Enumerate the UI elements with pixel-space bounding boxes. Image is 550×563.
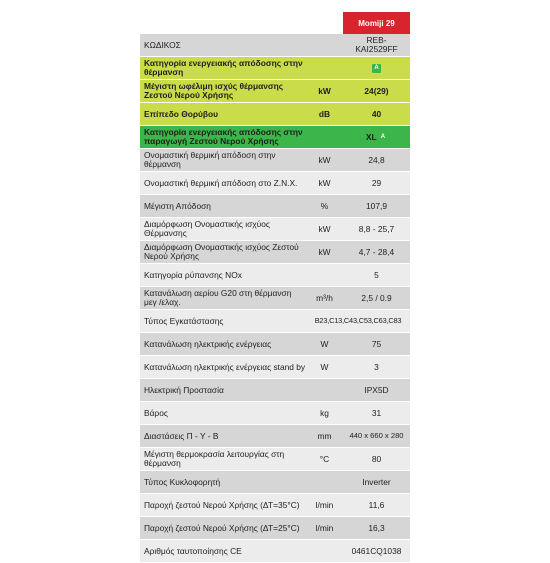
spec-value: Inverter (362, 476, 391, 487)
spec-value: 4,7 - 28,4 (358, 246, 395, 257)
spec-row (140, 241, 410, 264)
energy-class-badge: A (374, 64, 379, 71)
spec-unit: kW (318, 177, 331, 188)
spec-row (140, 402, 410, 425)
spec-label: Διαμόρφωση Ονομαστικής ισχύος Ζεστού Νερού Χρήσης (144, 242, 299, 261)
spec-value: 40 (371, 108, 382, 119)
spec-label: Κατηγορία ενεργειακής απόδοσης στην παραγωγή Ζεστού Νερού Χρήσης (144, 127, 303, 146)
spec-value (343, 63, 410, 72)
spec-value: 5 (374, 269, 379, 280)
spec-unit: W (320, 338, 329, 349)
energy-class-badge: A (380, 133, 386, 140)
xl-label: XL (365, 131, 377, 142)
spec-label: Διαστάσεις Π - Υ - Β (144, 430, 219, 441)
spec-value: 0461CQ1038 (351, 545, 402, 556)
spec-row (140, 540, 410, 563)
spec-row (140, 471, 410, 494)
spec-rows (140, 34, 410, 563)
spec-label: Παροχή ζεστού Νερού Χρήσης (ΔΤ=35°C) (144, 499, 300, 510)
spec-unit: l/min (315, 522, 334, 533)
spec-table (140, 12, 410, 563)
spec-label: Ονομαστική θερμική απόδοση στην θέρμανση (144, 150, 276, 169)
spec-unit: dB (318, 108, 331, 119)
spec-value: 80 (371, 453, 382, 464)
spec-value: B23,C13,C43,C53,C63,C83 (314, 316, 402, 326)
spec-label: Αριθμός ταυτοποίησης CE (144, 545, 242, 556)
spec-row (140, 172, 410, 195)
spec-label: Μέγιστη θερμοκρασία λειτουργίας στη θέρμανση (144, 449, 285, 468)
spec-unit: kW (318, 223, 331, 234)
spec-value: 440 x 660 x 280 (349, 431, 404, 441)
spec-unit: kg (320, 407, 329, 418)
spec-value: 31 (371, 407, 382, 418)
spec-value: 2,5 / 0.9 (361, 292, 392, 303)
spec-unit: W (320, 361, 329, 372)
spec-unit: kW (318, 85, 331, 96)
spec-value: 16,3 (368, 522, 385, 533)
spec-row (140, 356, 410, 379)
spec-value: REB- KAI2529FF (355, 35, 398, 54)
spec-unit: l/min (315, 499, 334, 510)
spec-row (140, 57, 410, 80)
spec-row (140, 149, 410, 172)
spec-row (140, 517, 410, 540)
spec-row (140, 218, 410, 241)
spec-label: ΚΩΔΙΚΟΣ (144, 39, 181, 50)
spec-value: 24(29) (364, 85, 389, 96)
spec-unit: % (320, 200, 329, 211)
spec-label: Κατηγορία ρύπανσης NOx (144, 269, 242, 280)
spec-row (140, 425, 410, 448)
spec-value: IPX5D (364, 384, 389, 395)
spec-value: 107,9 (366, 200, 387, 211)
spec-row (140, 195, 410, 218)
spec-row (140, 287, 410, 310)
spec-label: Τύπος Κυκλοφορητή (144, 476, 221, 487)
spec-value: 75 (371, 338, 382, 349)
spec-unit: kW (318, 154, 331, 165)
spec-label: Μέγιστη ωφέλιμη ισχύς θέρμανσης Ζεστού Νερού Χρήσης (144, 81, 284, 100)
spec-row (140, 494, 410, 517)
spec-label: Κατηγορία ενεργειακής απόδοσης στην θέρμανση (144, 58, 303, 77)
spec-row (140, 448, 410, 471)
spec-row (140, 103, 410, 126)
spec-label: Ονομαστική θερμική απόδοση στο Z.N.X. (144, 177, 298, 188)
spec-row (140, 34, 410, 57)
spec-unit: mm (317, 430, 332, 441)
model-name: Momiji 29 (343, 12, 410, 34)
spec-row (140, 379, 410, 402)
spec-row (140, 126, 410, 149)
spec-row (140, 80, 410, 103)
spec-unit: °C (319, 453, 330, 464)
spec-unit: m³/h (316, 292, 333, 303)
spec-header (140, 12, 410, 34)
spec-label: Ηλεκτρική Προστασία (144, 384, 224, 395)
spec-value: 8,8 - 25,7 (358, 223, 395, 234)
spec-label: Επίπεδο Θορύβου (144, 108, 219, 119)
spec-label: Κατανάλωση ηλεκτρικής ενέργειας stand by (144, 361, 306, 372)
spec-value: 29 (371, 177, 382, 188)
spec-label: Βάρος (144, 407, 168, 418)
spec-value: 11,6 (368, 499, 385, 510)
spec-value: 3 (374, 361, 379, 372)
spec-value (343, 132, 410, 141)
spec-unit: kW (318, 246, 331, 257)
spec-label: Κατανάλωση ηλεκτρικής ενέργειας (144, 338, 272, 349)
spec-label: Κατανάλωση αερίου G20 στη θέρμανση μεγ /ελαχ. (144, 288, 292, 307)
spec-row (140, 333, 410, 356)
spec-row (140, 310, 410, 333)
spec-value: 24,8 (368, 154, 385, 165)
spec-label: Τύπος Εγκατάστασης (144, 315, 224, 326)
spec-label: Μέγιστη Απόδοση (144, 200, 211, 211)
spec-label: Διαμόρφωση Ονομαστικής ισχύος Θέρμανσης (144, 219, 270, 238)
spec-row (140, 264, 410, 287)
spec-label: Παροχή ζεστού Νερού Χρήσης (ΔΤ=25°C) (144, 522, 300, 533)
